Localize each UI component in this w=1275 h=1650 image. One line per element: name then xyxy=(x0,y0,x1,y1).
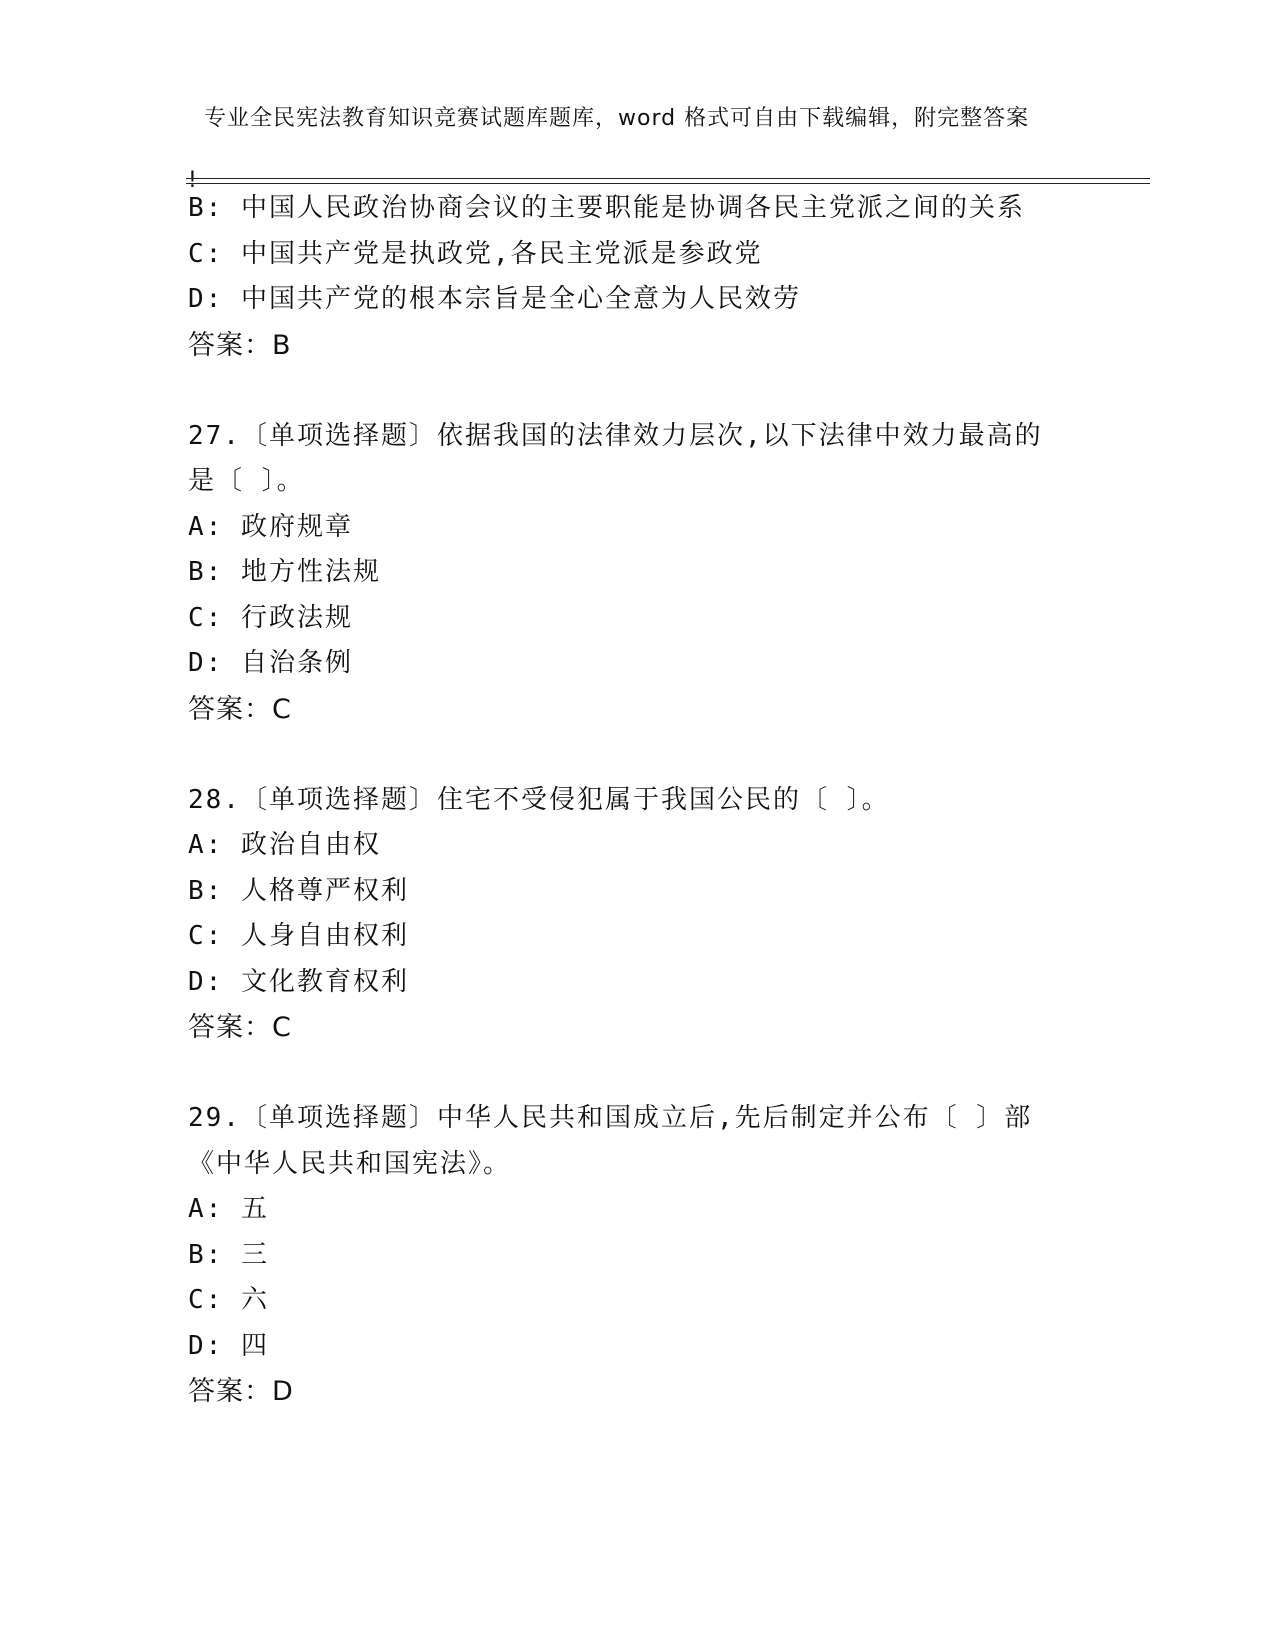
spacer xyxy=(188,368,1088,414)
option-b: B: 三 xyxy=(188,1239,269,1270)
question-stem: 27.〔单项选择题〕依据我国的法律效力层次,以下法律中效力最高的 xyxy=(188,420,1043,451)
option-b: B: 人格尊严权利 xyxy=(188,875,409,906)
answer-line: 答案：B xyxy=(188,329,292,361)
option-b: B: 中国人民政治协商会议的主要职能是协调各民主党派之间的关系 xyxy=(188,193,1025,223)
option-d: D: 自治条例 xyxy=(188,648,353,678)
question-26-tail xyxy=(188,186,1088,368)
option-d: D: 中国共产党的根本宗旨是全心全意为人民效劳 xyxy=(188,284,801,314)
question-stem: 28.〔单项选择题〕住宅不受侵犯属于我国公民的〔 〕。 xyxy=(188,784,890,815)
option-c: C: 行政法规 xyxy=(188,602,353,633)
option-a: A: 政治自由权 xyxy=(188,830,381,860)
spacer xyxy=(188,1051,1088,1097)
option-a: A: 五 xyxy=(188,1194,269,1224)
question-stem-continued: 是〔 〕。 xyxy=(188,466,305,496)
option-c: C: 中国共产党是执政党,各民主党派是参政党 xyxy=(188,238,763,269)
question-stem: 29.〔单项选择题〕中华人民共和国成立后,先后制定并公布〔 〕部 xyxy=(188,1103,1033,1133)
header-divider-top xyxy=(186,178,1150,179)
header-divider-bottom xyxy=(186,183,1150,184)
header-text-end: ! xyxy=(188,168,198,193)
header-text: 专业全民宪法教育知识竞赛试题库题库，word 格式可自由下载编辑，附完整答案 xyxy=(204,106,1030,131)
option-b: B: 地方性法规 xyxy=(188,557,381,587)
answer-line: 答案：C xyxy=(188,1012,292,1043)
question-27 xyxy=(188,414,1088,733)
answer-line: 答案：C xyxy=(188,693,292,725)
question-28 xyxy=(188,778,1088,1051)
option-c: C: 人身自由权利 xyxy=(188,921,409,951)
question-29 xyxy=(188,1096,1088,1415)
option-c: C: 六 xyxy=(188,1285,269,1315)
option-a: A: 政府规章 xyxy=(188,511,353,542)
question-stem-continued: 《中华人民共和国宪法》。 xyxy=(188,1148,512,1179)
answer-line: 答案：D xyxy=(188,1376,294,1407)
option-d: D: 文化教育权利 xyxy=(188,966,409,997)
option-d: D: 四 xyxy=(188,1330,269,1361)
spacer xyxy=(188,732,1088,778)
question-list xyxy=(188,186,1088,1415)
